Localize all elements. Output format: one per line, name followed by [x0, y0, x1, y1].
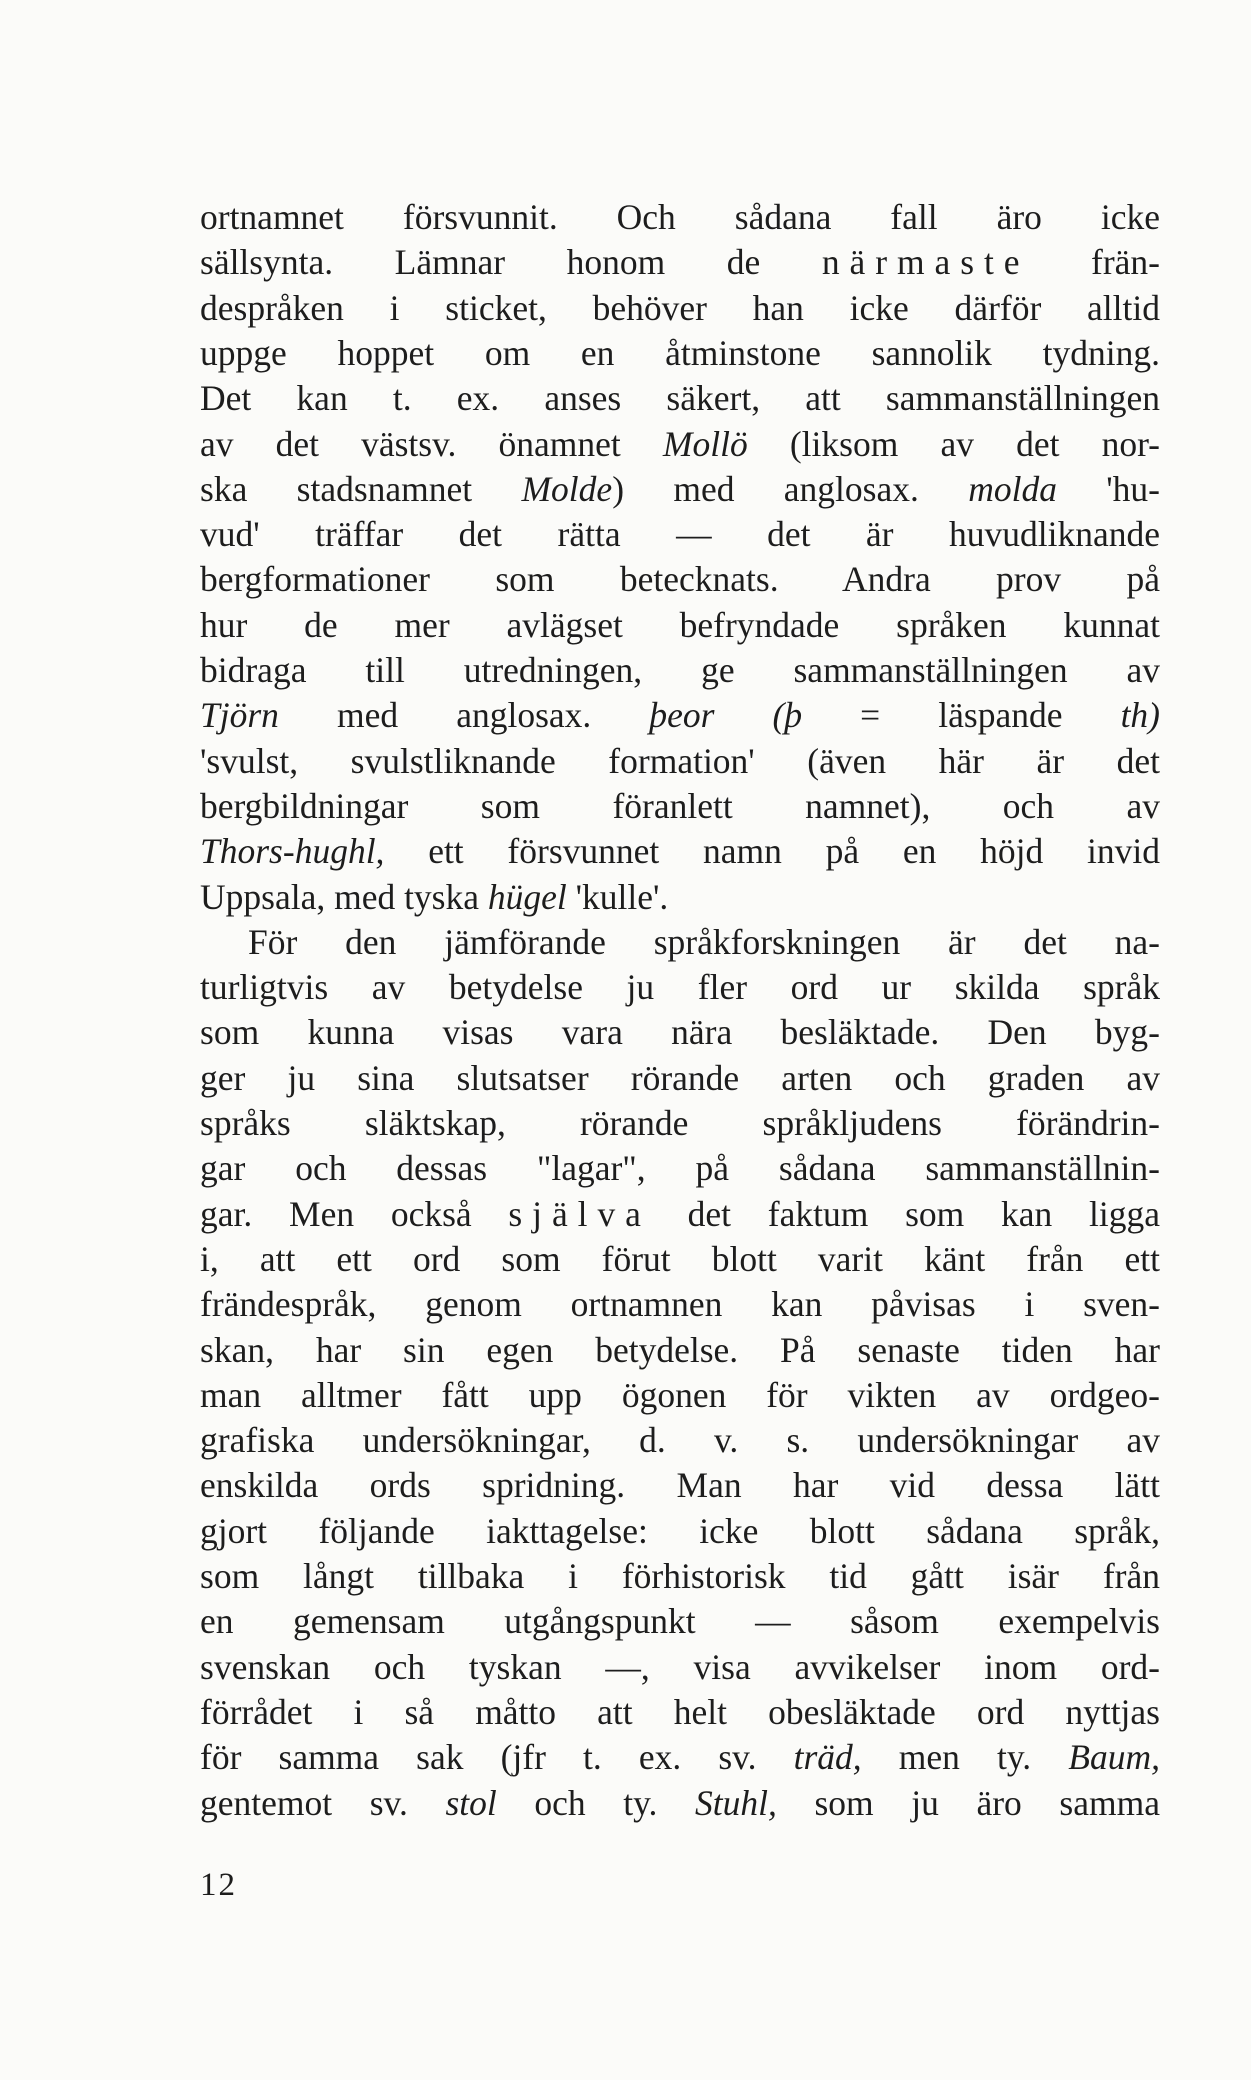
text-line [200, 1146, 1160, 1190]
text-segment: För den jämförande språkforskningen är det na- [248, 921, 1160, 962]
text-segment: svenskan och tyskan —, visa avvikelser inom ord- [200, 1646, 1160, 1687]
italic-text: molda [968, 468, 1057, 509]
text-line [200, 422, 1160, 466]
text-segment: bergbildningar som föranlett namnet), och av [200, 785, 1160, 826]
text-line [200, 1463, 1160, 1507]
text-segment: grafiska undersökningar, d. v. s. undersökningar av [200, 1420, 1160, 1461]
italic-text: þeor (þ [649, 695, 803, 736]
text-line [200, 1282, 1160, 1326]
italic-text: stol [445, 1782, 497, 1823]
text-line [200, 331, 1160, 375]
text-segment: skan, har sin egen betydelse. På senaste tiden har [200, 1329, 1160, 1370]
text-segment: gjort följande iakttagelse: icke blott sådana språk, [200, 1510, 1160, 1551]
text-line [200, 875, 1160, 919]
page-number: 12 [200, 1867, 237, 1903]
text-line [200, 1056, 1160, 1100]
text-line [200, 512, 1160, 556]
text-segment: ger ju sina slutsatser rörande arten och graden av [200, 1057, 1160, 1098]
text-segment: = läspande [802, 695, 1121, 736]
text-segment: (liksom av det nor- [747, 423, 1160, 464]
text-segment: med anglosax. [278, 695, 650, 736]
text-line [200, 1192, 1160, 1236]
text-line [200, 784, 1160, 828]
text-line [200, 1599, 1160, 1643]
text-line [200, 1328, 1160, 1372]
text-segment: Det kan t. ex. anses säkert, att sammanställningen [200, 378, 1160, 419]
text-line [200, 467, 1160, 511]
text-segment: för samma sak (jfr t. ex. sv. [200, 1737, 794, 1778]
text-segment: 'svulst, svulstliknande formation' (även här är det [200, 740, 1160, 781]
text-segment: ska stadsnamnet [200, 468, 522, 509]
text-segment: men ty. [861, 1737, 1069, 1778]
italic-text: Stuhl, [695, 1782, 777, 1823]
text-line [200, 1509, 1160, 1553]
text-segment: förrådet i så måtto att helt obesläktade ord nyttjas [200, 1691, 1160, 1732]
text-segment: uppge hoppet om en åtminstone sannolik tydning. [200, 332, 1160, 373]
text-line [200, 1237, 1160, 1281]
text-segment: enskilda ords spridning. Man har vid dessa lätt [200, 1465, 1160, 1506]
text-line [200, 1645, 1160, 1689]
text-line [200, 1010, 1160, 1054]
text-segment: turligtvis av betydelse ju fler ord ur skilda språk [200, 967, 1160, 1008]
italic-text: Molde [521, 468, 613, 509]
text-segment: en gemensam utgångspunkt — såsom exempelvis [200, 1601, 1160, 1642]
italic-text: hügel [487, 876, 567, 917]
text-segment: gentemot sv. [200, 1782, 446, 1823]
text-segment: och ty. [496, 1782, 696, 1823]
text-segment: 'kulle'. [566, 876, 669, 917]
text-line [200, 376, 1160, 420]
text-line [200, 693, 1160, 737]
text-segment: vud' träffar det rätta — det är huvudliknande [200, 514, 1160, 555]
italic-text: Baum, [1068, 1737, 1160, 1778]
text-segment: som kunna visas vara nära besläktade. Den byg- [200, 1012, 1160, 1053]
text-line [200, 965, 1160, 1009]
text-segment: språks släktskap, rörande språkljudens förändrin- [200, 1103, 1160, 1143]
text-segment: det faktum som kan ligga [650, 1193, 1160, 1234]
text-line [200, 557, 1160, 601]
text-segment: av det västsv. önamnet [200, 423, 663, 464]
text-segment: sällsynta. Lämnar honom de [200, 242, 822, 283]
text-segment: gar. Men också [200, 1193, 509, 1234]
italic-text: Thors-hughl, [200, 831, 385, 872]
text-line [200, 648, 1160, 692]
text-segment: som långt tillbaka i förhistorisk tid gått isär från [200, 1556, 1160, 1596]
text-line [200, 603, 1160, 647]
text-line [200, 1690, 1160, 1734]
text-line [200, 1373, 1160, 1417]
text-segment: frändespråk, genom ortnamnen kan påvisas i sven- [200, 1284, 1160, 1325]
text-segment: i, att ett ord som förut blott varit känt från ett [200, 1238, 1160, 1279]
text-line [200, 829, 1160, 873]
text-segment: despråken i sticket, behöver han icke därför alltid [200, 287, 1160, 328]
italic-text: Tjörn [200, 695, 279, 736]
text-segment: bergformationer som betecknats. Andra prov på [200, 559, 1160, 600]
text-line [200, 1554, 1160, 1598]
italic-text: Mollö [662, 423, 748, 464]
text-line [200, 195, 1160, 239]
text-line [200, 1781, 1160, 1825]
text-segment: 'hu- [1056, 468, 1161, 509]
text-segment: gar och dessas "lagar", på sådana sammanställnin- [200, 1148, 1160, 1189]
text-line [200, 920, 1160, 964]
text-line [200, 240, 1160, 284]
spaced-text: själva [508, 1193, 651, 1234]
text-line [200, 1101, 1160, 1145]
text-segment: frän- [1029, 242, 1160, 283]
text-line [200, 739, 1160, 783]
text-segment: hur de mer avlägset befryndade språken kunnat [200, 604, 1160, 645]
text-segment: man alltmer fått upp ögonen för vikten av ordgeo- [200, 1374, 1160, 1415]
italic-text: th) [1120, 695, 1160, 736]
text-segment: bidraga till utredningen, ge sammanställningen av [200, 650, 1160, 690]
text-segment: som ju äro samma [776, 1782, 1160, 1823]
text-segment: ortnamnet försvunnit. Och sådana fall äro icke [200, 197, 1160, 237]
text-line [200, 1735, 1160, 1779]
text-segment: Uppsala, med tyska [200, 876, 488, 917]
text-segment: ett försvunnet namn på en höjd invid [384, 831, 1160, 872]
italic-text: träd, [793, 1737, 862, 1778]
text-segment: ) med anglosax. [612, 468, 969, 509]
text-line [200, 1418, 1160, 1462]
text-line [200, 286, 1160, 330]
spaced-text: närmaste [821, 242, 1030, 283]
